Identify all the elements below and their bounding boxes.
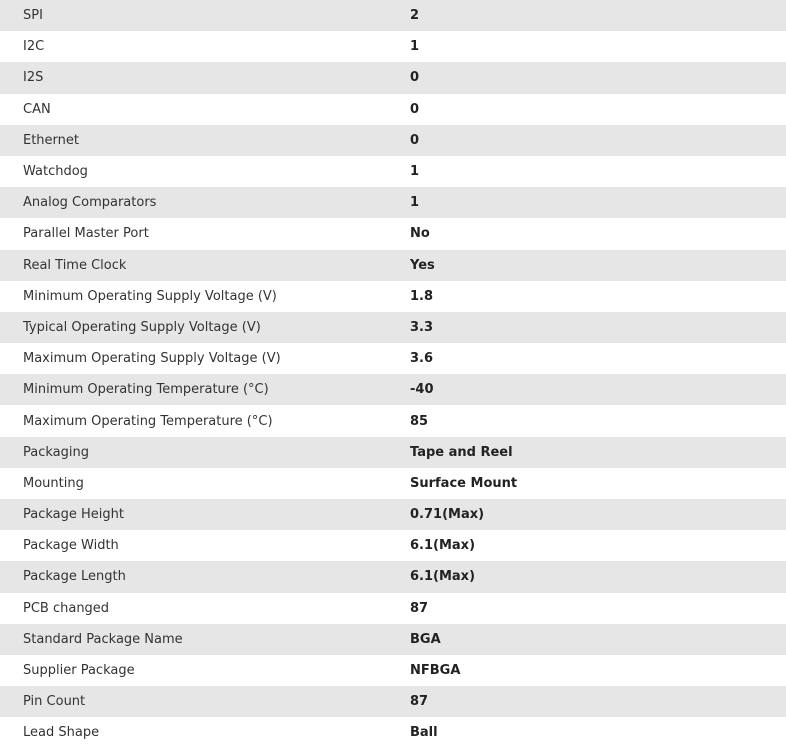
spec-row-package-length	[0, 561, 786, 592]
spec-value: 0	[410, 70, 420, 86]
spec-value: 1	[410, 195, 420, 211]
spec-row-pin-count	[0, 686, 786, 717]
spec-value: NFBGA	[410, 663, 461, 679]
spec-value: Yes	[410, 257, 435, 273]
spec-row-watchdog	[0, 156, 786, 187]
spec-label: Minimum Operating Supply Voltage (V)	[23, 288, 277, 304]
spec-label: Real Time Clock	[23, 257, 127, 273]
spec-label: Packaging	[23, 444, 89, 460]
spec-label: I2C	[23, 39, 45, 55]
spec-value: 3.6	[410, 351, 434, 367]
spec-value: 6.1(Max)	[410, 569, 476, 585]
spec-row-typ-supply-voltage	[0, 312, 786, 343]
spec-row-parallel-master-port	[0, 218, 786, 249]
spec-label: Pin Count	[23, 694, 86, 710]
spec-row-supplier-package	[0, 655, 786, 686]
spec-label: Typical Operating Supply Voltage (V)	[23, 319, 261, 335]
spec-row-package-width	[0, 530, 786, 561]
spec-value: No	[410, 226, 430, 242]
spec-row-standard-package-name	[0, 624, 786, 655]
spec-label: PCB changed	[23, 600, 110, 616]
spec-row-pcb-changed	[0, 593, 786, 624]
spec-label: Parallel Master Port	[23, 226, 149, 242]
spec-value: 1	[410, 164, 420, 180]
spec-row-spi	[0, 0, 786, 31]
spec-value: 3.3	[410, 319, 434, 335]
spec-label: Package Length	[23, 569, 126, 585]
spec-label: Mounting	[23, 475, 84, 491]
spec-label: Package Width	[23, 538, 119, 554]
spec-value: 6.1(Max)	[410, 538, 476, 554]
spec-row-packaging	[0, 437, 786, 468]
spec-row-max-supply-voltage	[0, 343, 786, 374]
spec-value: 85	[410, 413, 429, 429]
spec-row-package-height	[0, 499, 786, 530]
spec-value: 87	[410, 600, 429, 616]
spec-label: Watchdog	[23, 164, 88, 180]
spec-label: Package Height	[23, 507, 124, 523]
spec-row-i2c	[0, 31, 786, 62]
spec-label: Maximum Operating Temperature (°C)	[23, 413, 273, 429]
spec-row-lead-shape	[0, 717, 786, 748]
spec-row-can	[0, 94, 786, 125]
spec-value: 1	[410, 39, 420, 55]
spec-value: -40	[410, 382, 434, 398]
spec-label: Ethernet	[23, 132, 79, 148]
spec-row-i2s	[0, 62, 786, 93]
spec-label: Analog Comparators	[23, 195, 157, 211]
spec-label: CAN	[23, 101, 51, 117]
spec-row-min-supply-voltage	[0, 281, 786, 312]
spec-value: BGA	[410, 631, 441, 647]
spec-row-real-time-clock	[0, 250, 786, 281]
spec-value: 0	[410, 132, 420, 148]
spec-label: I2S	[23, 70, 44, 86]
spec-value: 1.8	[410, 288, 434, 304]
spec-value: Tape and Reel	[410, 444, 513, 460]
spec-value: Surface Mount	[410, 475, 518, 491]
spec-label: Minimum Operating Temperature (°C)	[23, 382, 269, 398]
spec-label: Standard Package Name	[23, 631, 183, 647]
spec-row-mounting	[0, 468, 786, 499]
spec-value: 0	[410, 101, 420, 117]
spec-label: Supplier Package	[23, 663, 135, 679]
spec-row-max-temperature	[0, 405, 786, 436]
spec-label: Lead Shape	[23, 725, 100, 741]
spec-value: 0.71(Max)	[410, 507, 485, 523]
spec-row-ethernet	[0, 125, 786, 156]
spec-label: Maximum Operating Supply Voltage (V)	[23, 351, 281, 367]
spec-value: 2	[410, 8, 420, 24]
spec-row-min-temperature	[0, 374, 786, 405]
spec-row-analog-comparators	[0, 187, 786, 218]
spec-value: Ball	[410, 725, 438, 741]
spec-value: 87	[410, 694, 429, 710]
spec-label: SPI	[23, 8, 43, 24]
